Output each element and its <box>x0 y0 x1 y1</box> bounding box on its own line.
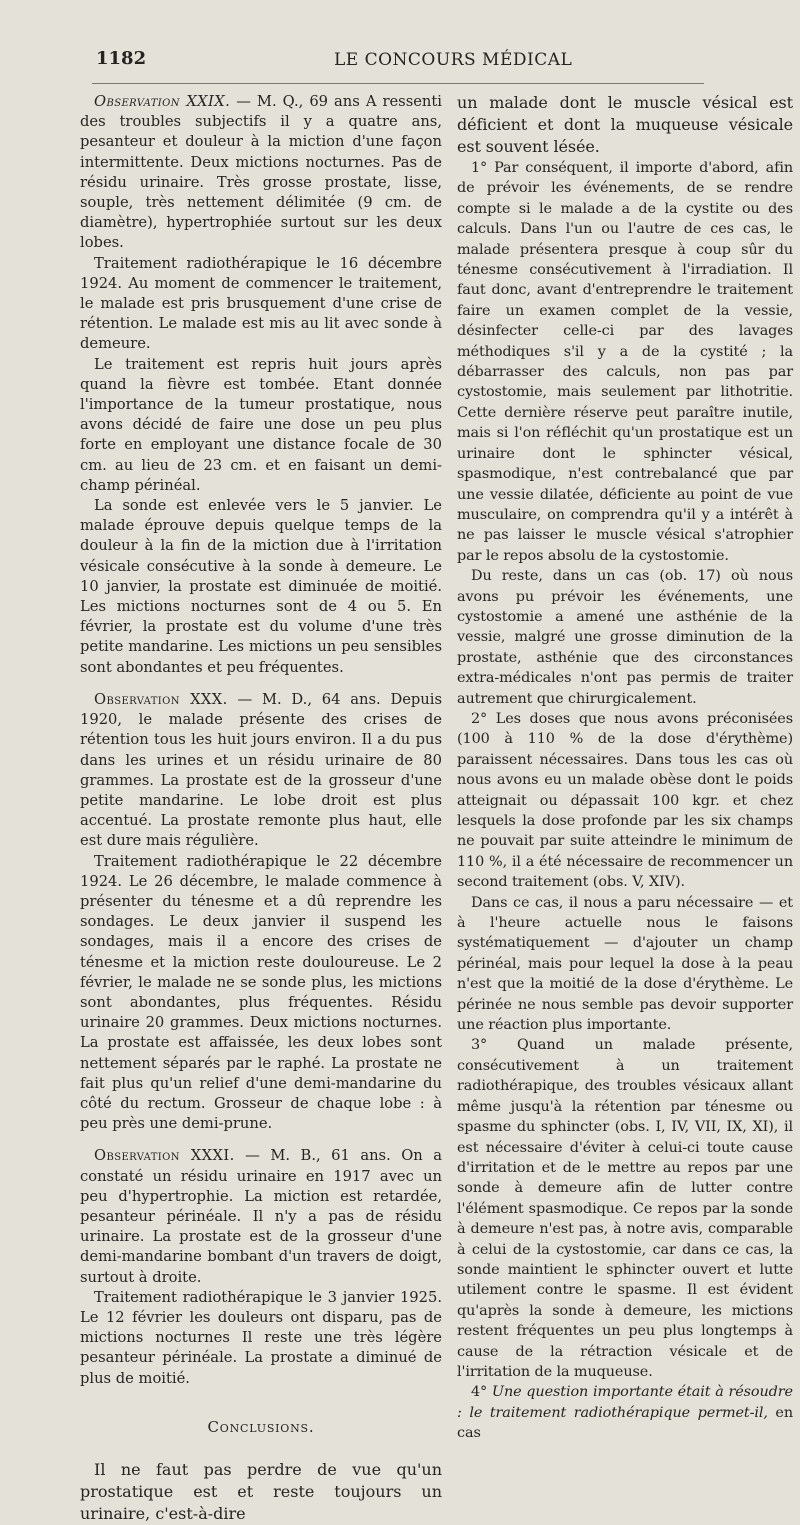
paragraph: Dans ce cas, il nous a paru nécessaire — et à l'heure actuelle nous le faisons systématiquement — d'ajouter un champ périnéal, mais pour lequel la dose à la peau n'est que la moitié de la dose d'érythème. Le périnée ne nous semble pas devoir supporter une réaction plus importante. <box>457 894 793 1034</box>
paragraph: 1° Par conséquent, il importe d'abord, afin de prévoir les événements, de se rendre compte si le malade a de la cystite ou des calculs. Dans l'un ou l'autre de ces cas, le malade présentera presque à coup sûr du ténesme consécutivement à l'irradiation. Il faut donc, avant d'entreprendre le traitement faire un examen complet de la vessie, désinfecter celle-ci par des lavages méthodiques s'il y a de la cystité ; la débarrasser des calculs, non pas par cystostomie, mais seulement par lithotritie. Cette dernière réserve peut paraître inutile, mais si l'on réfléchit qu'un prostatique est un urinaire dont le sphincter vésical, spasmodique, n'est contrebalancé que par une vessie dilatée, déficiente au point de vue musculaire, on comprendra qu'il y a intérêt à ne pas laisser le muscle vésical s'atrophier par le repos absolu de la cystostomie. <box>457 160 793 564</box>
paragraph: Le traitement est repris huit jours après quand la fièvre est tombée. Etant donnée l'importance de la tumeur prostatique, nous avons décidé de faire une dose un peu plus forte en employant une distance focale de 30 cm. au lieu de 23 cm. et en faisant un demi-champ périnéal. <box>80 355 442 494</box>
observation-30 <box>80 690 442 852</box>
journal-title: LE CONCOURS MÉDICAL <box>334 50 573 70</box>
question-lead: 4° <box>471 1384 492 1401</box>
question-italic: Une question importante était à résoudre : le traitement radiothérapique permet-il, <box>457 1384 793 1421</box>
paragraph: 2° Les doses que nous avons préconisées (100 à 110 % de la dose d'érythème) paraissent nécessaires. Dans tous les cas où nous avons eu un malade obèse dont le poids atteignait ou dépassait 100 kgr. et chez lesquels la dose profonde par les six champs ne pouvait par suite atteindre le minimum de 110 %, il a été nécessaire de recommencer un second traitement (obs. V, XIV). <box>457 710 793 891</box>
paragraph: La sonde est enlevée vers le 5 janvier. Le malade éprouve depuis quelque temps de la douleur à la fin de la miction due à l'irritation vésicale consécutive à la sonde à demeure. Le 10 janvier, la prostate est diminuée de moitié. Les mictions nocturnes sont de 4 ou 5. En février, la prostate est du volume d'une très petite mandarine. Les mictions un peu sensibles sont abondantes et peu fréquentes. <box>80 497 442 676</box>
page-number: 1182 <box>96 48 147 69</box>
right-column <box>457 92 793 1444</box>
observation-29 <box>80 92 442 254</box>
question-tail: en cas <box>457 1404 793 1442</box>
conclusions-paragraph: Il ne faut pas perdre de vue qu'un prostatique est et reste toujours un urinaire, c'est-à-dire <box>80 1460 442 1523</box>
observation-31 <box>80 1146 442 1287</box>
question-paragraph <box>457 1382 793 1443</box>
paragraph: 3° Quand un malade présente, consécutivement à un traitement radiothérapique, des troubles vésicaux allant même jusqu'à la rétention par ténesme ou spasme du sphincter (obs. I, IV, VII, IX, XI), il est nécessaire d'éviter à celui-ci toute cause d'irritation et de le mettre au repos par une sonde à demeure afin de lutter contre l'élément spasmodique. Ce repos par la sonde à demeure n'est pas, à notre avis, comparable à celui de la cystostomie, car dans ce cas, la sonde maintient le sphincter ouvert et lutte utilement contre le spasme. Il est évident qu'après la sonde à demeure, les mictions restent fréquentes un peu plus longtemps à cause de la rétraction vésicale et de l'irritation de la muqueuse. <box>457 1037 793 1380</box>
page-header <box>96 48 786 78</box>
paragraph: Traitement radiothérapique le 16 décembre 1924. Au moment de commencer le traitement, le malade est pris brusquement d'une crise de rétention. Le malade est mis au lit avec sonde à demeure. <box>80 254 442 353</box>
observation-30-text: — M. D., 64 ans. Depuis 1920, le malade présente des crises de rétention tous les huit jours environ. Il a du pus dans les urines et un résidu urinaire de 80 grammes. La prostate est de la grosseur d'une petite mandarine. Le lobe droit est plus accentué. La prostate remonte plus haut, elle est dure mais régulière. <box>80 690 443 850</box>
paragraph: un malade dont le muscle vésical est déficient et dont la muqueuse vésicale est souvent lésée. <box>457 93 793 156</box>
paragraph: Traitement radiothérapique le 22 décembre 1924. Le 26 décembre, le malade commence à présenter du ténesme et a dû reprendre les sondages. Le deux janvier il suspend les sondages, mais il a encore des crises de ténesme et la miction reste douloureuse. Le 2 février, le malade ne se sonde plus, les mictions sont abondantes, plus fréquentes. Résidu urinaire 20 grammes. Deux mictions nocturnes. La prostate est affaissée, les deux lobes sont nettement séparés par le raphé. La prostate ne fait plus qu'un relief d'une demi-mandarine du côté du rectum. Grosseur de chaque lobe : à peu près une demi-prune. <box>80 852 442 1133</box>
left-column <box>80 92 442 1525</box>
observation-30-label: Observation XXX. <box>94 690 228 708</box>
paragraph: Traitement radiothérapique le 3 janvier 1925. Le 12 février les douleurs ont disparu, pas de mictions nocturnes Il reste une très légère pesanteur périnéale. La prostate a diminué de plus de moitié. <box>80 1288 442 1387</box>
observation-31-label: Observation XXXI. <box>94 1147 235 1165</box>
observation-29-label: Observation XXIX. <box>94 93 231 110</box>
header-rule <box>92 83 704 84</box>
observation-31-text: — M. B., 61 ans. On a constaté un résidu urinaire en 1917 avec un peu d'hypertrophie. La miction est retardée, pesanteur périnéale. Il n'y a pas de résidu urinaire. La prostate est de la grosseur d'une demi-mandarine bombant d'un travers de doigt, surtout à droite. <box>80 1147 442 1286</box>
paragraph: Du reste, dans un cas (ob. 17) où nous avons pu prévoir les événements, une cystostomie a amené une asthénie de la vessie, malgré une grosse diminution de la prostate, asthénie que des circonstances extra-médicales n'ont pas permis de traiter autrement que chirurgicalement. <box>457 568 793 707</box>
conclusions-heading: Conclusions. <box>207 1417 315 1436</box>
observation-29-text: — M. Q., 69 ans A ressenti des troubles subjectifs il y a quatre ans, pesanteur et douleur à la miction d'une façon intermittente. Deux mictions nocturnes. Pas de résidu urinaire. Très grosse prostate, lisse, souple, très nettement délimitée (9 cm. de diamètre), hypertrophiée surtout sur les deux lobes. <box>80 93 442 252</box>
